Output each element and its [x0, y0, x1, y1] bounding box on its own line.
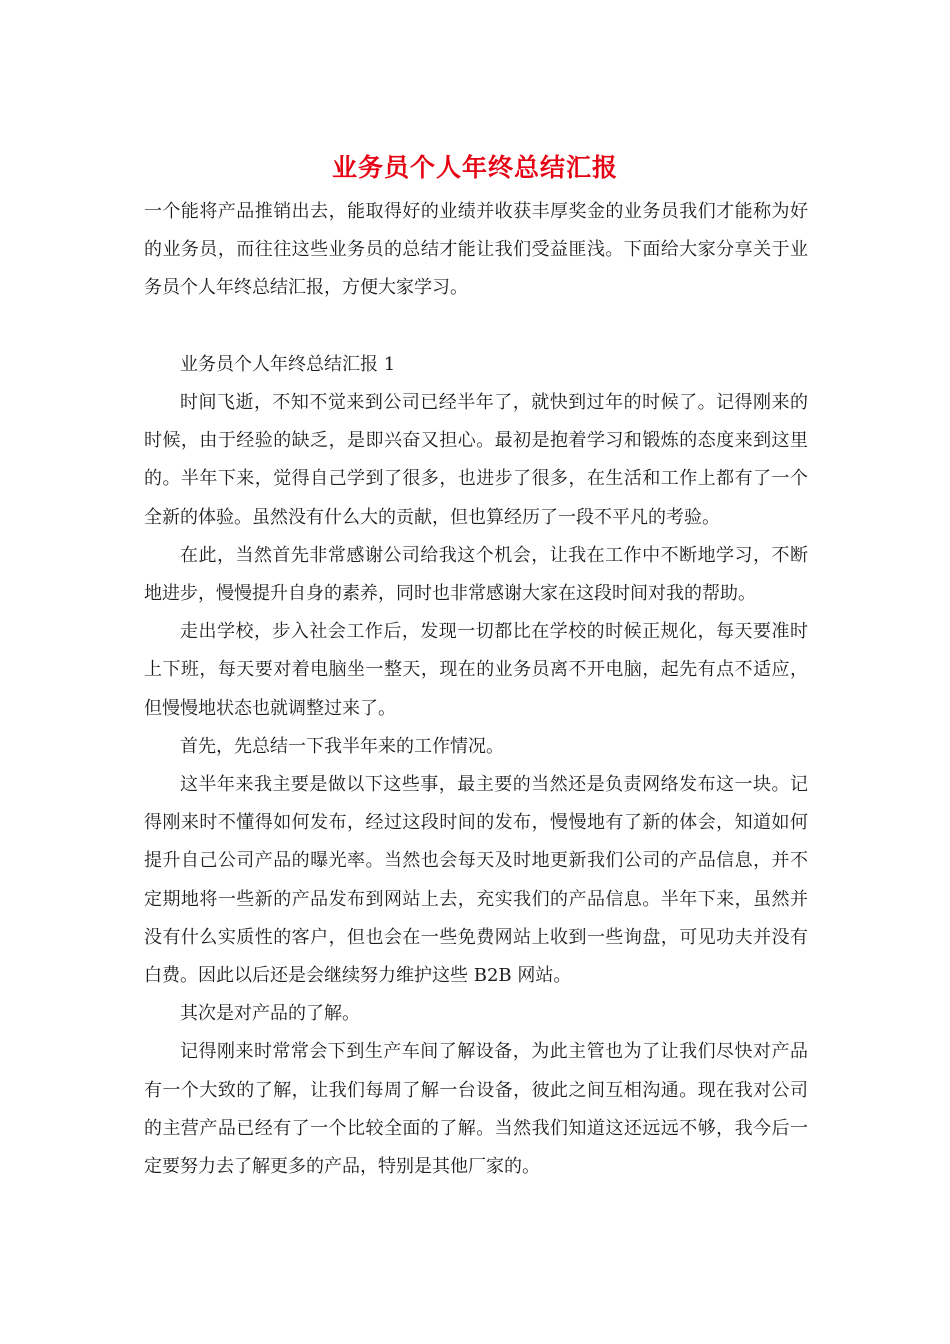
paragraph-spacer [144, 308, 808, 346]
body-paragraph: 首先，先总结一下我半年来的工作情况。 [180, 735, 504, 757]
body-paragraph: 其次是对产品的了解。 [180, 1003, 360, 1025]
body-paragraph: 走出学校，步入社会工作后，发现一切都比在学校的时候正规化，每天要准时上下班，每天要对着电脑坐一整天，现在的业务员离不开电脑，起先有点不适应，但慢慢地状态也就调整过来了。 [144, 621, 808, 719]
body-paragraph: 时间飞逝，不知不觉来到公司已经半年了，就快到过年的时候了。记得刚来的时候，由于经验的缺乏，是即兴奋又担心。最初是抱着学习和锻炼的态度来到这里的。半年下来，觉得自己学到了很多，也进步了很多，在生活和工作上都有了一个全新的体验。虽然没有什么大的贡献，但也算经历了一段不平凡的考验。 [144, 392, 808, 528]
document-body [144, 193, 808, 1186]
body-paragraph: 记得刚来时常常会下到生产车间了解设备，为此主管也为了让我们尽快对产品有一个大致的了解，让我们每周了解一台设备，彼此之间互相沟通。现在我对公司的主营产品已经有了一个比较全面的了解。当然我们知道这还远远不够，我今后一定要努力去了解更多的产品，特别是其他厂家的。 [144, 1041, 808, 1178]
intro-paragraph: 一个能将产品推销出去，能取得好的业绩并收获丰厚奖金的业务员我们才能称为好的业务员，而往往这些业务员的总结才能让我们受益匪浅。下面给大家分享关于业务员个人年终总结汇报，方便大家学习。 [144, 201, 808, 299]
body-paragraph: 这半年来我主要是做以下这些事，最主要的当然还是负责网络发布这一块。记得刚来时不懂得如何发布，经过这段时间的发布，慢慢地有了新的体会，知道如何提升自己公司产品的曝光率。当然也会每天及时地更新我们公司的产品信息，并不定期地将一些新的产品发布到网站上去，充实我们的产品信息。半年下来，虽然并没有什么实质性的客户，但也会在一些免费网站上收到一些询盘，可见功夫并没有白费。因此以后还是会继续努力维护这些 B2B 网站。 [144, 774, 808, 987]
document-title: 业务员个人年终总结汇报 [331, 153, 618, 182]
body-paragraph: 在此，当然首先非常感谢公司给我这个机会，让我在工作中不断地学习，不断地进步，慢慢提升自身的素养，同时也非常感谢大家在这段时间对我的帮助。 [144, 544, 808, 605]
section-heading: 业务员个人年终总结汇报 1 [180, 353, 396, 375]
